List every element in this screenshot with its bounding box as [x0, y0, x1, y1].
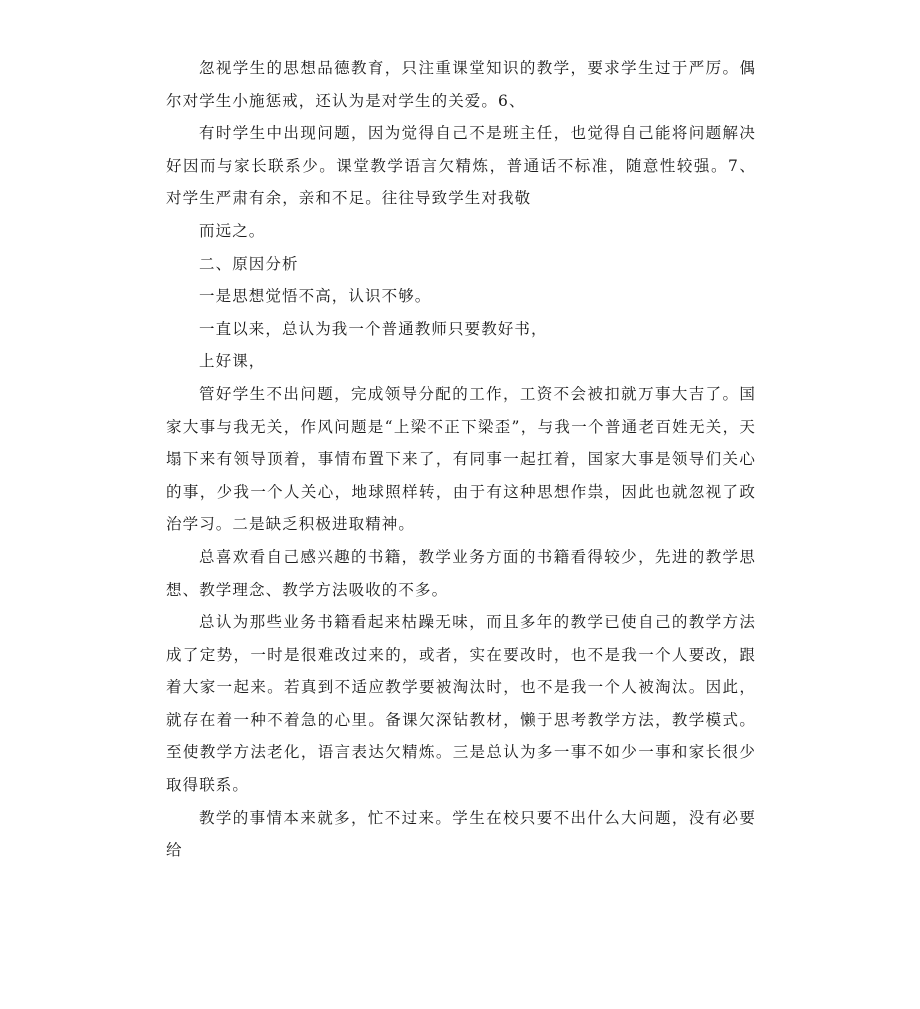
document-body	[166, 52, 756, 867]
paragraph-10: 总认为那些业务书籍看起来枯躁无味，而且多年的教学已使自己的教学方法成了定势，一时是很难改过来的，或者，实在要改时，也不是我一个人要改，跟着大家一起来。若真到不适应教学要被淘汰时，也不是我一个人被淘汰。因此，就存在着一种不着急的心里。备课欠深钻教材，懒于思考教学方法，教学模式。至使教学方法老化，语言表达欠精炼。三是总认为多一事不如少一事和家长很少取得联系。	[166, 613, 756, 795]
paragraph-5: 一是思想觉悟不高，认识不够。	[199, 287, 432, 306]
paragraph-11: 教学的事情本来就多，忙不过来。学生在校只要不出什么大问题，没有必要给	[166, 808, 756, 860]
paragraph-8: 管好学生不出问题，完成领导分配的工作，工资不会被扣就万事大吉了。国家大事与我无关，作风问题是“上梁不正下梁歪”，与我一个普通老百姓无关，天塌下来有领导顶着，事情布置下来了，有同事一起扛着，国家大事是领导们关心的事，少我一个人关心，地球照样转，由于有这种思想作祟，因此也就忽视了政治学习。二是缺乏积极进取精神。	[166, 384, 756, 534]
paragraph-3: 而远之。	[199, 221, 266, 240]
paragraph-7: 上好课，	[199, 352, 266, 371]
paragraph-1: 忽视学生的思想品德教育，只注重课堂知识的教学，要求学生过于严厉。偶尔对学生小施惩戒，还认为是对学生的关爱。6、	[166, 59, 756, 110]
section-heading-cause-analysis: 二、原因分析	[199, 254, 299, 273]
paragraph-9: 总喜欢看自己感兴趣的书籍，教学业务方面的书籍看得较少，先进的教学思想、教学理念、教学方法吸收的不多。	[166, 547, 756, 599]
paragraph-6: 一直以来，总认为我一个普通教师只要教好书，	[199, 319, 548, 338]
paragraph-2: 有时学生中出现问题，因为觉得自己不是班主任，也觉得自己能将问题解决好因而与家长联系少。课堂教学语言欠精炼，普通话不标准，随意性较强。7、对学生严肃有余，亲和不足。往往导致学生对我敬	[166, 124, 756, 208]
